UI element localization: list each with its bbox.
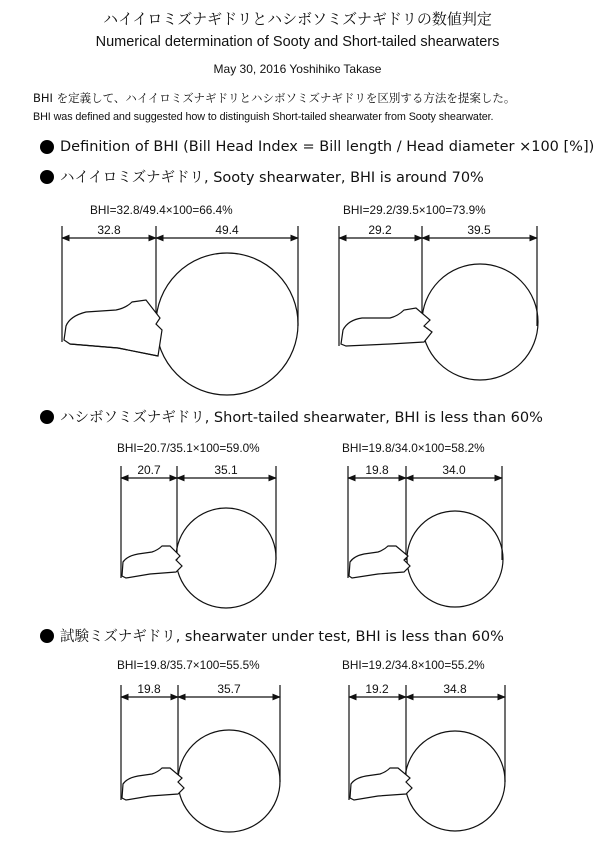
formula-short-tailed-1: BHI=20.7/35.1×100=59.0%	[117, 441, 260, 455]
bill-outline	[122, 768, 184, 800]
diagram-sooty-1	[62, 226, 298, 395]
head-circle	[407, 511, 503, 607]
byline: May 30, 2016 Yoshihiko Takase	[213, 62, 382, 76]
head-diameter-label: 34.0	[442, 463, 466, 477]
page-title-en: Numerical determination of Sooty and Short-tailed shearwaters	[95, 34, 500, 50]
formula-test-2: BHI=19.2/34.8×100=55.2%	[342, 658, 485, 672]
bill-length-label: 19.2	[365, 682, 389, 696]
head-circle	[405, 731, 505, 831]
formula-sooty-1: BHI=32.8/49.4×100=66.4%	[90, 203, 233, 217]
bill-length-label: 20.7	[137, 463, 161, 477]
formula-short-tailed-2: BHI=19.8/34.0×100=58.2%	[342, 441, 485, 455]
diagram-short-tailed-2	[348, 466, 503, 607]
page-title-ja: ハイイロミズナギドリとハシボソミズナギドリの数値判定	[103, 10, 492, 28]
definition-text: Definition of BHI (Bill Head Index = Bill length / Head diameter ×100 [%])	[60, 139, 595, 155]
bill-length-label: 19.8	[137, 682, 161, 696]
section-heading-text: ハイイロミズナギドリ, Sooty shearwater, BHI is around 70%	[60, 170, 484, 186]
bill-outline	[349, 546, 410, 578]
intro-en: BHI was defined and suggested how to distinguish Short-tailed shearwater from Sooty shearwater.	[33, 111, 494, 123]
head-diameter-label: 49.4	[215, 223, 239, 237]
bill-outline	[122, 546, 182, 578]
head-diameter-label: 34.8	[443, 682, 467, 696]
diagram-sooty-2	[339, 226, 538, 380]
intro-ja: BHI を定義して、ハイイロミズナギドリとハシボソミズナギドリを区別する方法を提案した。	[33, 91, 516, 105]
bill-outline	[350, 768, 412, 800]
head-diameter-label: 39.5	[467, 223, 491, 237]
head-circle	[176, 508, 276, 608]
section-heading-text: 試験ミズナギドリ, shearwater under test, BHI is less than 60%	[60, 629, 504, 645]
bill-length-label: 19.8	[365, 463, 389, 477]
head-circle	[156, 253, 298, 395]
head-diameter-label: 35.7	[217, 682, 241, 696]
bill-outline	[341, 308, 432, 346]
diagram-test-1	[121, 685, 280, 832]
diagram-short-tailed-1	[121, 466, 276, 608]
head-diameter-label: 35.1	[214, 463, 238, 477]
section-heading-text: ハシボソミズナギドリ, Short-tailed shearwater, BHI is less than 60%	[60, 410, 543, 426]
bill-length-label: 32.8	[97, 223, 121, 237]
formula-test-1: BHI=19.8/35.7×100=55.5%	[117, 658, 260, 672]
head-circle	[178, 730, 280, 832]
head-circle	[422, 264, 538, 380]
bill-length-label: 29.2	[368, 223, 392, 237]
formula-sooty-2: BHI=29.2/39.5×100=73.9%	[343, 203, 486, 217]
diagram-test-2	[349, 685, 505, 831]
